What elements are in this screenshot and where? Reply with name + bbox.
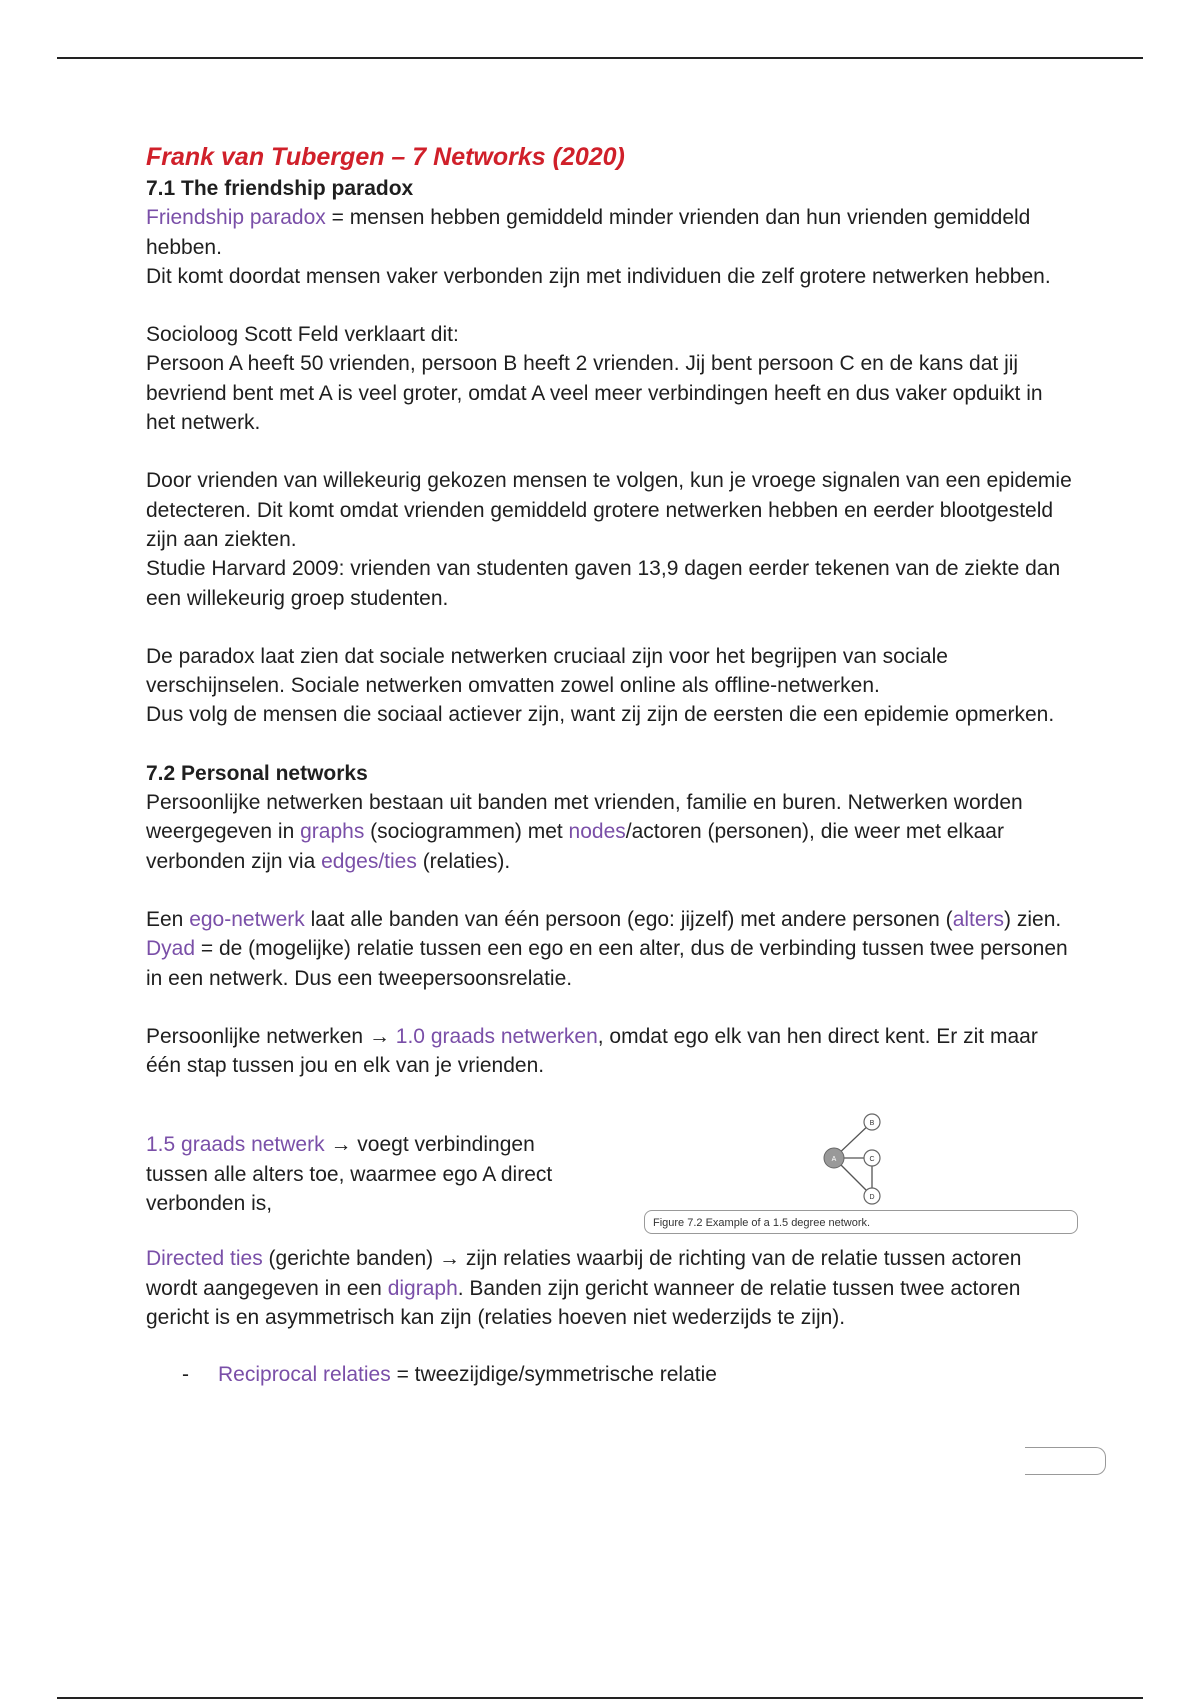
document-body	[146, 140, 1076, 1390]
term-alters: alters	[952, 907, 1005, 931]
term-1-5-graads: 1.5 graads netwerk	[146, 1133, 325, 1157]
term-nodes: nodes	[568, 820, 626, 844]
term-friendship-paradox: Friendship paradox	[146, 206, 326, 230]
term-ties: ties	[384, 849, 417, 873]
section-heading-7-2: 7.2 Personal networks	[146, 761, 368, 785]
section-heading-7-1: 7.1 The friendship paradox	[146, 177, 414, 200]
figure-row	[146, 1110, 1076, 1240]
bullet-dash: -	[182, 1363, 189, 1387]
paragraph: Dus volg de mensen die sociaal actiever zijn, want zij zijn de eersten die een epidemie opmerken.	[146, 703, 1055, 727]
node-label-c: C	[869, 1156, 875, 1164]
term-digraph: digraph	[387, 1276, 458, 1300]
list-item: - Reciprocal relaties = tweezijdige/symmetrische relatie	[146, 1360, 1076, 1389]
figure-caption: Figure 7.2 Example of a 1.5 degree network.	[644, 1210, 1078, 1234]
paragraph: Studie Harvard 2009: vrienden van studenten gaven 13,9 dagen eerder tekenen van de ziekte dan een willekeurig groep studenten.	[146, 557, 1061, 610]
paragraph: 1.5 graads netwerk → voegt verbindingen tussen alle alters toe, waarmee ego A direct verbonden is,	[146, 1133, 553, 1216]
term-ego-netwerk: ego-netwerk	[189, 907, 305, 931]
paragraph: Friendship paradox = mensen hebben gemiddeld minder vrienden dan hun vrienden gemiddeld hebben.	[146, 206, 1031, 259]
paragraph: De paradox laat zien dat sociale netwerken cruciaal zijn voor het begrijpen van sociale verschijnselen. Sociale netwerken omvatten zowel online als offline-netwerken.	[146, 644, 948, 698]
decorative-frame	[1025, 1447, 1106, 1475]
node-label-d: D	[869, 1194, 875, 1202]
header-rule	[57, 57, 1143, 59]
paragraph: Persoonlijke netwerken → 1.0 graads netwerken, omdat ego elk van hen direct kent. Er zit maar één stap tussen jou en elk van je vrienden.	[146, 1024, 1038, 1078]
paragraph: Door vrienden van willekeurig gekozen mensen te volgen, kun je vroege signalen van een epidemie detecteren. Dit komt omdat vrienden gemiddeld grotere netwerken hebben en eerder blootgesteld zijn aan ziekten.	[146, 469, 1072, 551]
term-reciprocal-relaties: Reciprocal relaties	[218, 1363, 391, 1387]
term-edges: edges	[321, 849, 379, 873]
term-graphs: graphs	[300, 820, 365, 844]
document-title: Frank van Tubergen – 7 Networks (2020)	[146, 143, 625, 171]
paragraph: Persoonlijke netwerken bestaan uit banden met vrienden, familie en buren. Netwerken worden weergegeven in graphs (sociogrammen) met nodes/actoren (personen), die weer met elkaar verbonden zijn via edges/ties (relaties).	[146, 791, 1023, 873]
term-directed-ties: Directed ties	[146, 1247, 263, 1271]
paragraph: Socioloog Scott Feld verklaart dit:	[146, 323, 459, 347]
paragraph: Dit komt doordat mensen vaker verbonden zijn met individuen die zelf grotere netwerken hebben.	[146, 264, 1051, 288]
network-figure	[644, 1098, 1090, 1238]
footer-rule	[57, 1697, 1143, 1699]
term-dyad: Dyad	[146, 937, 196, 961]
network-diagram	[644, 1098, 1090, 1210]
paragraph: Dyad = de (mogelijke) relatie tussen een ego en een alter, dus de verbinding tussen twee personen in een netwerk. Dus een tweepersoonsrelatie.	[146, 937, 1068, 990]
term-1-0-graads: 1.0 graads netwerken	[395, 1024, 598, 1048]
paragraph: Directed ties (gerichte banden) → zijn relaties waarbij de richting van de relatie tussen actoren wordt aangegeven in een digraph. Banden zijn gericht wanneer de relatie tussen twee actoren gericht is en asymmetrisch kan zijn (relaties hoeven niet wederzijds te zijn).	[146, 1247, 1022, 1330]
paragraph: Een ego-netwerk laat alle banden van één persoon (ego: jijzelf) met andere personen (alters) zien.	[146, 907, 1062, 931]
node-label-a: A	[831, 1156, 837, 1164]
node-label-b: B	[869, 1120, 875, 1128]
paragraph: Persoon A heeft 50 vrienden, persoon B heeft 2 vrienden. Jij bent persoon C en de kans dat jij bevriend bent met A is veel groter, omdat A veel meer verbindingen heeft en dus vaker opduikt in het netwerk.	[146, 352, 1043, 435]
